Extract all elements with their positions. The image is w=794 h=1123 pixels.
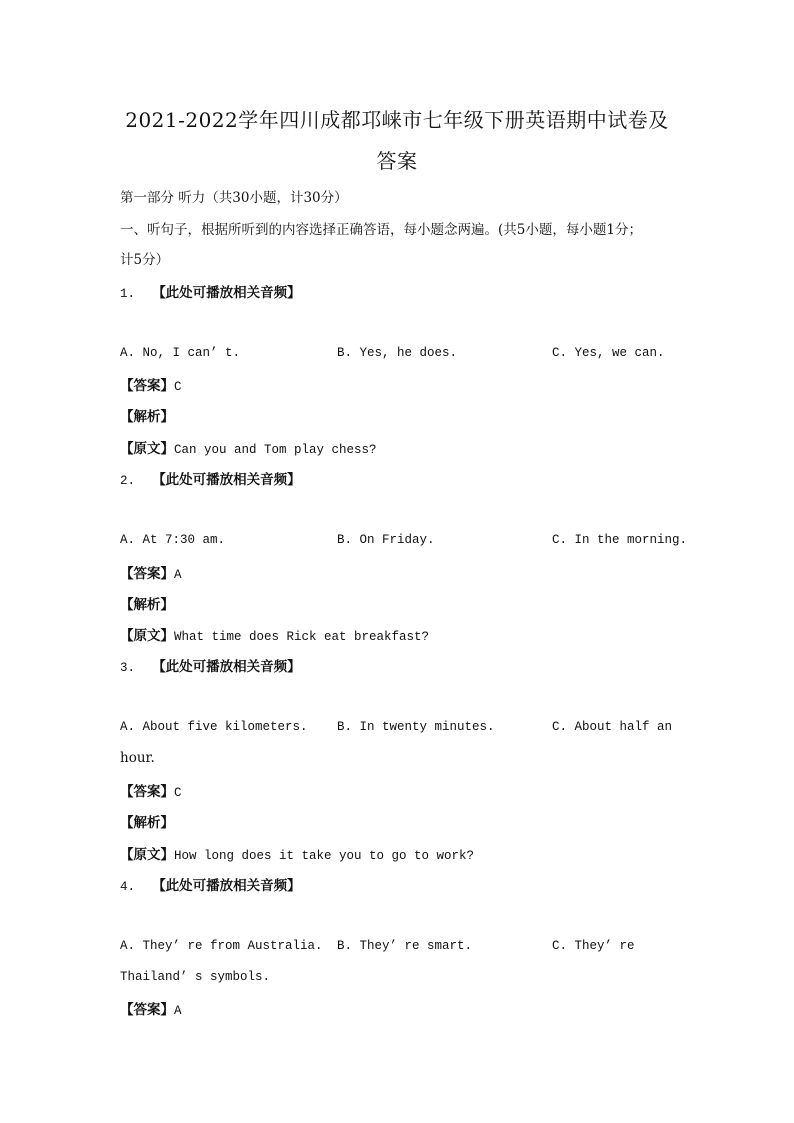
q2-option-c: C. In the morning. <box>552 533 688 547</box>
q1-original <box>120 437 377 457</box>
q3-option-b: B. In twenty minutes. <box>337 720 495 734</box>
audio-placeholder: 【此处可播放相关音频】 <box>152 285 301 301</box>
question-number: 1. <box>120 287 136 301</box>
answer-value: C <box>174 786 182 800</box>
q2-option-b: B. On Friday. <box>337 533 435 547</box>
original-text: How long does it take you to go to work? <box>174 849 475 863</box>
q1-option-a: A. No, I can’ t. <box>120 346 241 360</box>
q4-option-a: A. They’ re from Australia. <box>120 939 323 953</box>
answer-value: C <box>174 380 182 394</box>
q1-analysis-label: 【解析】 <box>120 409 174 425</box>
section1-instruction-line2: 计5分） <box>120 252 170 268</box>
question-number: 3. <box>120 661 136 675</box>
question-4-header <box>120 874 301 894</box>
document-title-line1: 2021-2022学年四川成都邛崃市七年级下册英语期中试卷及 <box>125 108 669 132</box>
q3-option-a: A. About five kilometers. <box>120 720 308 734</box>
part1-heading: 第一部分 听力（共30小题，计30分） <box>120 190 348 206</box>
original-label: 【原文】 <box>120 847 174 863</box>
original-label: 【原文】 <box>120 628 174 644</box>
section1-instruction-line1: 一、听句子，根据所听到的内容选择正确答语，每小题念两遍。(共5小题，每小题1分； <box>120 222 642 238</box>
answer-label: 【答案】 <box>120 566 174 582</box>
answer-value: A <box>174 568 182 582</box>
q4-option-c: C. They’ re <box>552 939 635 953</box>
document-title-line2: 答案 <box>376 149 418 173</box>
audio-placeholder: 【此处可播放相关音频】 <box>152 878 301 894</box>
q3-analysis-label: 【解析】 <box>120 815 174 831</box>
question-number: 2. <box>120 474 136 488</box>
original-text: Can you and Tom play chess? <box>174 443 377 457</box>
answer-label: 【答案】 <box>120 784 174 800</box>
q3-answer <box>120 780 182 800</box>
answer-label: 【答案】 <box>120 1002 174 1018</box>
original-text: What time does Rick eat breakfast? <box>174 630 430 644</box>
q1-option-c: C. Yes, we can. <box>552 346 665 360</box>
q3-option-c-wrap: hour. <box>120 750 155 766</box>
q2-answer <box>120 562 182 582</box>
audio-placeholder: 【此处可播放相关音频】 <box>152 659 301 675</box>
q4-answer <box>120 998 182 1018</box>
q3-original <box>120 843 474 863</box>
q2-original <box>120 624 429 644</box>
q4-option-b: B. They’ re smart. <box>337 939 473 953</box>
q2-option-a: A. At 7:30 am. <box>120 533 226 547</box>
q3-option-c: C. About half an <box>552 720 673 734</box>
q4-option-c-wrap: Thailand’ s symbols. <box>120 970 271 984</box>
question-number: 4. <box>120 880 136 894</box>
question-1-header <box>120 281 301 301</box>
original-label: 【原文】 <box>120 441 174 457</box>
answer-value: A <box>174 1004 182 1018</box>
answer-label: 【答案】 <box>120 378 174 394</box>
question-2-header <box>120 468 301 488</box>
audio-placeholder: 【此处可播放相关音频】 <box>152 472 301 488</box>
question-3-header <box>120 655 301 675</box>
q1-answer <box>120 374 182 394</box>
q1-option-b: B. Yes, he does. <box>337 346 458 360</box>
q2-analysis-label: 【解析】 <box>120 597 174 613</box>
